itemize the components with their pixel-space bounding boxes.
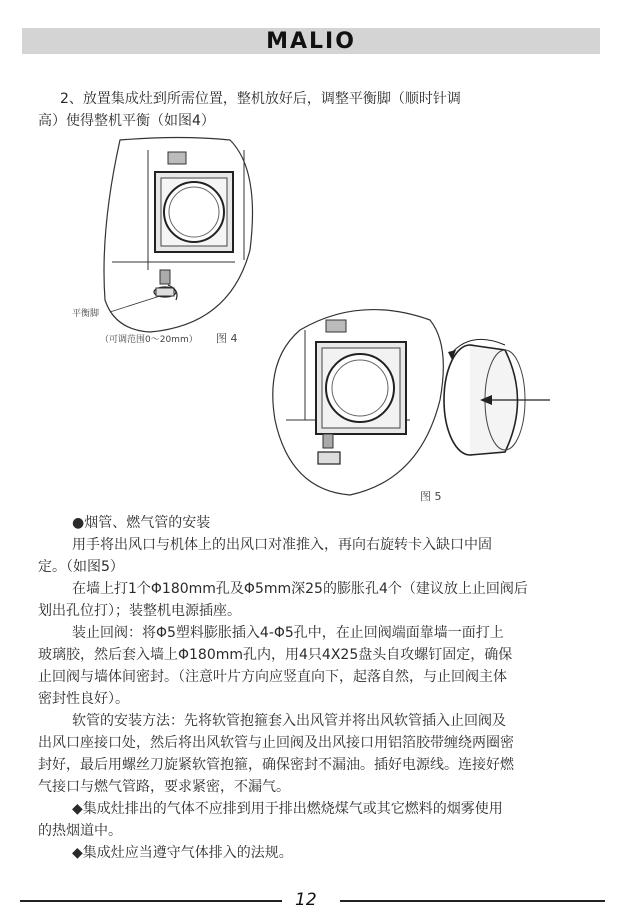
para-4-line-4: 气接口与燃气管路，要求紧密，不漏气。 [38,779,290,795]
para-3-line-3: 止回阀与墙体间密封。（注意叶片方向应竖直向下，起落自然，与止回阀主体 [38,669,507,685]
leveling-foot-label: 平衡脚 [72,309,100,319]
brand-logo: MALIO [266,29,356,54]
para-1-line-2: 定。（如图5） [38,559,124,575]
figure-4-caption: 图 4 [216,332,238,345]
figure-4-illustration [104,138,253,333]
para-3-line-4: 密封性良好）。 [38,691,129,707]
intro-line-2: 高）使得整机平衡（如图4） [38,113,215,129]
section-heading: ●烟管、燃气管的安装 [72,515,211,531]
para-2-line-2: 划出孔位打）；装整机电源插座。 [38,603,241,619]
para-1-line-1: 用手将出风口与机体上的出风口对准推入，再向右旋转卡入缺口中固 [72,537,492,553]
para-5-line-2: 的热烟道中。 [38,823,122,839]
page-number: 12 [295,890,317,910]
para-4-line-3: 封好，最后用螺丝刀旋紧软管抱箍，确保密封不漏油。插好电源线。连接好燃 [38,757,514,773]
footer-rule-right [340,900,605,902]
para-4-line-2: 出风口座接口处，然后将出风软管与止回阀及出风接口用铝箔胶带缠绕两圈密 [38,735,514,751]
adjust-range-label: （可调范围0～20mm） [100,335,198,345]
para-3-line-1: 装止回阀：将Φ5塑料膨胀插入4-Φ5孔中，在止回阀端面靠墙一面打上 [72,625,504,641]
para-2-line-1: 在墙上打1个Φ180mm孔及Φ5mm深25的膨胀孔4个（建议放上止回阀后 [72,581,528,597]
para-4-line-1: 软管的安装方法：先将软管抱箍套入出风管并将出风软管插入止回阀及 [72,713,506,729]
intro-line-1: 2、放置集成灶到所需位置，整机放好后，调整平衡脚（顺时针调 [60,91,461,107]
para-3-line-2: 玻璃胶，然后套入墙上Φ180mm孔内，用4只4X25盘头自攻螺钉固定，确保 [38,647,513,663]
figure-5-illustration [273,310,550,495]
para-5-line-1: ◆集成灶排出的气体不应排到用于排出燃烧煤气或其它燃料的烟雾使用 [72,801,503,817]
para-6-line-1: ◆集成灶应当遵守气体排入的法规。 [72,845,293,861]
figure-5-caption: 图 5 [420,490,442,503]
footer-rule-left [20,900,282,902]
